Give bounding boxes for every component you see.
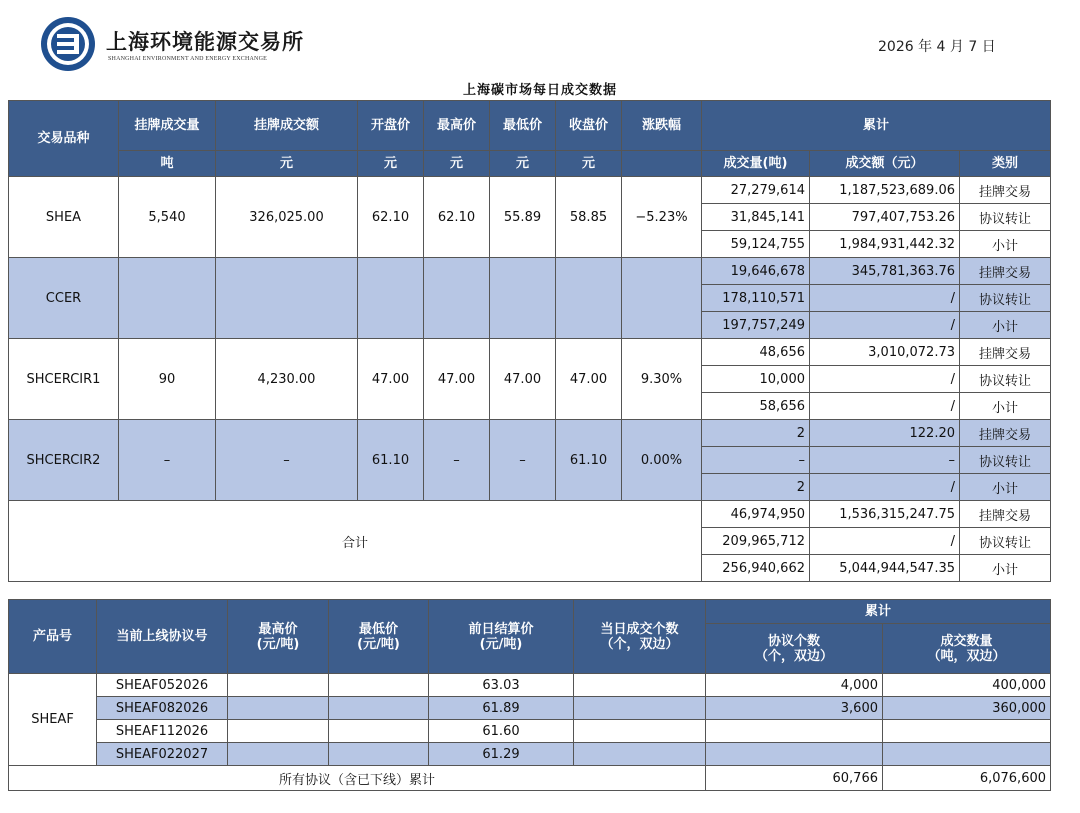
listed-volume: – <box>119 420 216 501</box>
cum-amount: – <box>810 447 960 474</box>
settle-price: 61.89 <box>429 697 574 720</box>
listed-volume <box>119 258 216 339</box>
product-name: SHEA <box>9 177 119 258</box>
header-cumulative: 累计 <box>702 101 1051 151</box>
cum-amount: / <box>810 312 960 339</box>
cum-volume: 2 <box>702 474 810 501</box>
org-name-en: SHANGHAI ENVIRONMENT AND ENERGY EXCHANGE <box>108 56 267 62</box>
table-row <box>9 720 1051 743</box>
header-listed-amount: 挂牌成交额 <box>216 101 358 151</box>
cum-amount: 345,781,363.76 <box>810 258 960 285</box>
header-open: 开盘价 <box>358 101 424 151</box>
high-price <box>228 674 329 697</box>
high-price <box>424 258 490 339</box>
cum-type: 协议转让 <box>960 285 1051 312</box>
cum-amount: 797,407,753.26 <box>810 204 960 231</box>
cum-volume: 31,845,141 <box>702 204 810 231</box>
cum-type: 小计 <box>960 555 1051 582</box>
header-product: 交易品种 <box>9 101 119 177</box>
cum-type: 挂牌交易 <box>960 501 1051 528</box>
change-pct: 0.00% <box>622 420 702 501</box>
high-price: 62.10 <box>424 177 490 258</box>
unit-close: 元 <box>556 151 622 177</box>
listed-amount: – <box>216 420 358 501</box>
header-settle: 前日结算价 (元/吨) <box>429 600 574 674</box>
header-low: 最低价 (元/吨) <box>329 600 429 674</box>
header-cum-qty: 成交数量 （吨，双边） <box>883 624 1051 674</box>
listed-amount: 4,230.00 <box>216 339 358 420</box>
low-price: – <box>490 420 556 501</box>
header-high: 最高价 <box>424 101 490 151</box>
cum-volume: 10,000 <box>702 366 810 393</box>
low-price <box>329 743 429 766</box>
header-low: 最低价 <box>490 101 556 151</box>
exchange-logo-icon <box>40 16 96 72</box>
cum-amount: / <box>810 528 960 555</box>
header-change: 涨跌幅 <box>622 101 702 151</box>
header-cum-volume: 成交量(吨) <box>702 151 810 177</box>
settle-price: 61.60 <box>429 720 574 743</box>
day-count <box>574 743 706 766</box>
futures-agreement-table <box>8 599 1051 791</box>
cum-type: 小计 <box>960 312 1051 339</box>
low-price <box>329 674 429 697</box>
cum-type: 协议转让 <box>960 204 1051 231</box>
high-price <box>228 743 329 766</box>
cum-count <box>706 720 883 743</box>
cum-volume: 209,965,712 <box>702 528 810 555</box>
low-price <box>490 258 556 339</box>
cum-amount: 1,984,931,442.32 <box>810 231 960 258</box>
unit-low: 元 <box>490 151 556 177</box>
unit-amount: 元 <box>216 151 358 177</box>
cum-type: 协议转让 <box>960 366 1051 393</box>
total-label: 合计 <box>9 501 702 582</box>
cum-type: 协议转让 <box>960 447 1051 474</box>
cum-count: 3,600 <box>706 697 883 720</box>
table-row <box>9 339 1051 366</box>
high-price: – <box>424 420 490 501</box>
high-price <box>228 720 329 743</box>
cum-volume: 256,940,662 <box>702 555 810 582</box>
change-pct: −5.23% <box>622 177 702 258</box>
cum-amount: 122.20 <box>810 420 960 447</box>
header-close: 收盘价 <box>556 101 622 151</box>
open-price: 61.10 <box>358 420 424 501</box>
day-count <box>574 674 706 697</box>
cum-qty <box>883 743 1051 766</box>
unit-volume: 吨 <box>119 151 216 177</box>
table-row <box>9 743 1051 766</box>
low-price: 47.00 <box>490 339 556 420</box>
listed-amount <box>216 258 358 339</box>
cum-type: 挂牌交易 <box>960 258 1051 285</box>
table-row <box>9 258 1051 285</box>
table-row-total <box>9 501 1051 528</box>
cum-volume: 178,110,571 <box>702 285 810 312</box>
close-price: 47.00 <box>556 339 622 420</box>
cum-volume: – <box>702 447 810 474</box>
cum-amount: 1,536,315,247.75 <box>810 501 960 528</box>
cum-amount: / <box>810 285 960 312</box>
contract-no: SHEAF052026 <box>97 674 228 697</box>
cum-type: 挂牌交易 <box>960 420 1051 447</box>
unit-high: 元 <box>424 151 490 177</box>
cum-volume: 46,974,950 <box>702 501 810 528</box>
header-cumulative: 累计 <box>706 600 1051 624</box>
header-high: 最高价 (元/吨) <box>228 600 329 674</box>
close-price: 58.85 <box>556 177 622 258</box>
cum-volume: 27,279,614 <box>702 177 810 204</box>
cum-type: 小计 <box>960 393 1051 420</box>
header-product-no: 产品号 <box>9 600 97 674</box>
table-row <box>9 674 1051 697</box>
product-name: CCER <box>9 258 119 339</box>
low-price <box>329 720 429 743</box>
unit-change <box>622 151 702 177</box>
header-count: 当日成交个数 （个，双边） <box>574 600 706 674</box>
cum-amount: / <box>810 366 960 393</box>
listed-amount: 326,025.00 <box>216 177 358 258</box>
total-cum-qty: 6,076,600 <box>883 766 1051 791</box>
close-price: 61.10 <box>556 420 622 501</box>
cum-volume: 48,656 <box>702 339 810 366</box>
product-name: SHCERCIR1 <box>9 339 119 420</box>
contract-no: SHEAF112026 <box>97 720 228 743</box>
settle-price: 63.03 <box>429 674 574 697</box>
day-count <box>574 720 706 743</box>
open-price: 47.00 <box>358 339 424 420</box>
day-count <box>574 697 706 720</box>
header-listed-volume: 挂牌成交量 <box>119 101 216 151</box>
high-price <box>228 697 329 720</box>
cum-qty <box>883 720 1051 743</box>
listed-volume: 5,540 <box>119 177 216 258</box>
low-price <box>329 697 429 720</box>
cum-volume: 19,646,678 <box>702 258 810 285</box>
table-row <box>9 697 1051 720</box>
cum-volume: 59,124,755 <box>702 231 810 258</box>
open-price: 62.10 <box>358 177 424 258</box>
cum-type: 小计 <box>960 231 1051 258</box>
header-cum-count: 协议个数 （个，双边） <box>706 624 883 674</box>
cum-type: 协议转让 <box>960 528 1051 555</box>
unit-open: 元 <box>358 151 424 177</box>
listed-volume: 90 <box>119 339 216 420</box>
org-name-cn: 上海环境能源交易所 <box>106 29 304 54</box>
cum-count: 4,000 <box>706 674 883 697</box>
cum-qty: 360,000 <box>883 697 1051 720</box>
contract-no: SHEAF082026 <box>97 697 228 720</box>
change-pct: 9.30% <box>622 339 702 420</box>
table-row-total <box>9 766 1051 791</box>
cum-amount: / <box>810 474 960 501</box>
cum-type: 挂牌交易 <box>960 177 1051 204</box>
cum-amount: 1,187,523,689.06 <box>810 177 960 204</box>
header-contract: 当前上线协议号 <box>97 600 228 674</box>
report-title: 上海碳市场每日成交数据 <box>462 83 617 98</box>
table-row <box>9 420 1051 447</box>
report-date: 2026 年 4 月 7 日 <box>878 39 996 55</box>
total-cum-count: 60,766 <box>706 766 883 791</box>
low-price: 55.89 <box>490 177 556 258</box>
page-header <box>0 0 1080 80</box>
product-no: SHEAF <box>9 674 97 766</box>
daily-trade-table <box>8 100 1051 582</box>
contract-no: SHEAF022027 <box>97 743 228 766</box>
header-cum-amount: 成交额（元） <box>810 151 960 177</box>
table-row <box>9 177 1051 204</box>
cum-count <box>706 743 883 766</box>
product-name: SHCERCIR2 <box>9 420 119 501</box>
cum-volume: 2 <box>702 420 810 447</box>
close-price <box>556 258 622 339</box>
cum-type: 小计 <box>960 474 1051 501</box>
cum-amount: 5,044,944,547.35 <box>810 555 960 582</box>
cum-amount: / <box>810 393 960 420</box>
change-pct <box>622 258 702 339</box>
high-price: 47.00 <box>424 339 490 420</box>
cum-qty: 400,000 <box>883 674 1051 697</box>
cum-volume: 197,757,249 <box>702 312 810 339</box>
header-cum-type: 类别 <box>960 151 1051 177</box>
total-label: 所有协议（含已下线）累计 <box>9 766 706 791</box>
cum-volume: 58,656 <box>702 393 810 420</box>
cum-amount: 3,010,072.73 <box>810 339 960 366</box>
open-price <box>358 258 424 339</box>
cum-type: 挂牌交易 <box>960 339 1051 366</box>
settle-price: 61.29 <box>429 743 574 766</box>
